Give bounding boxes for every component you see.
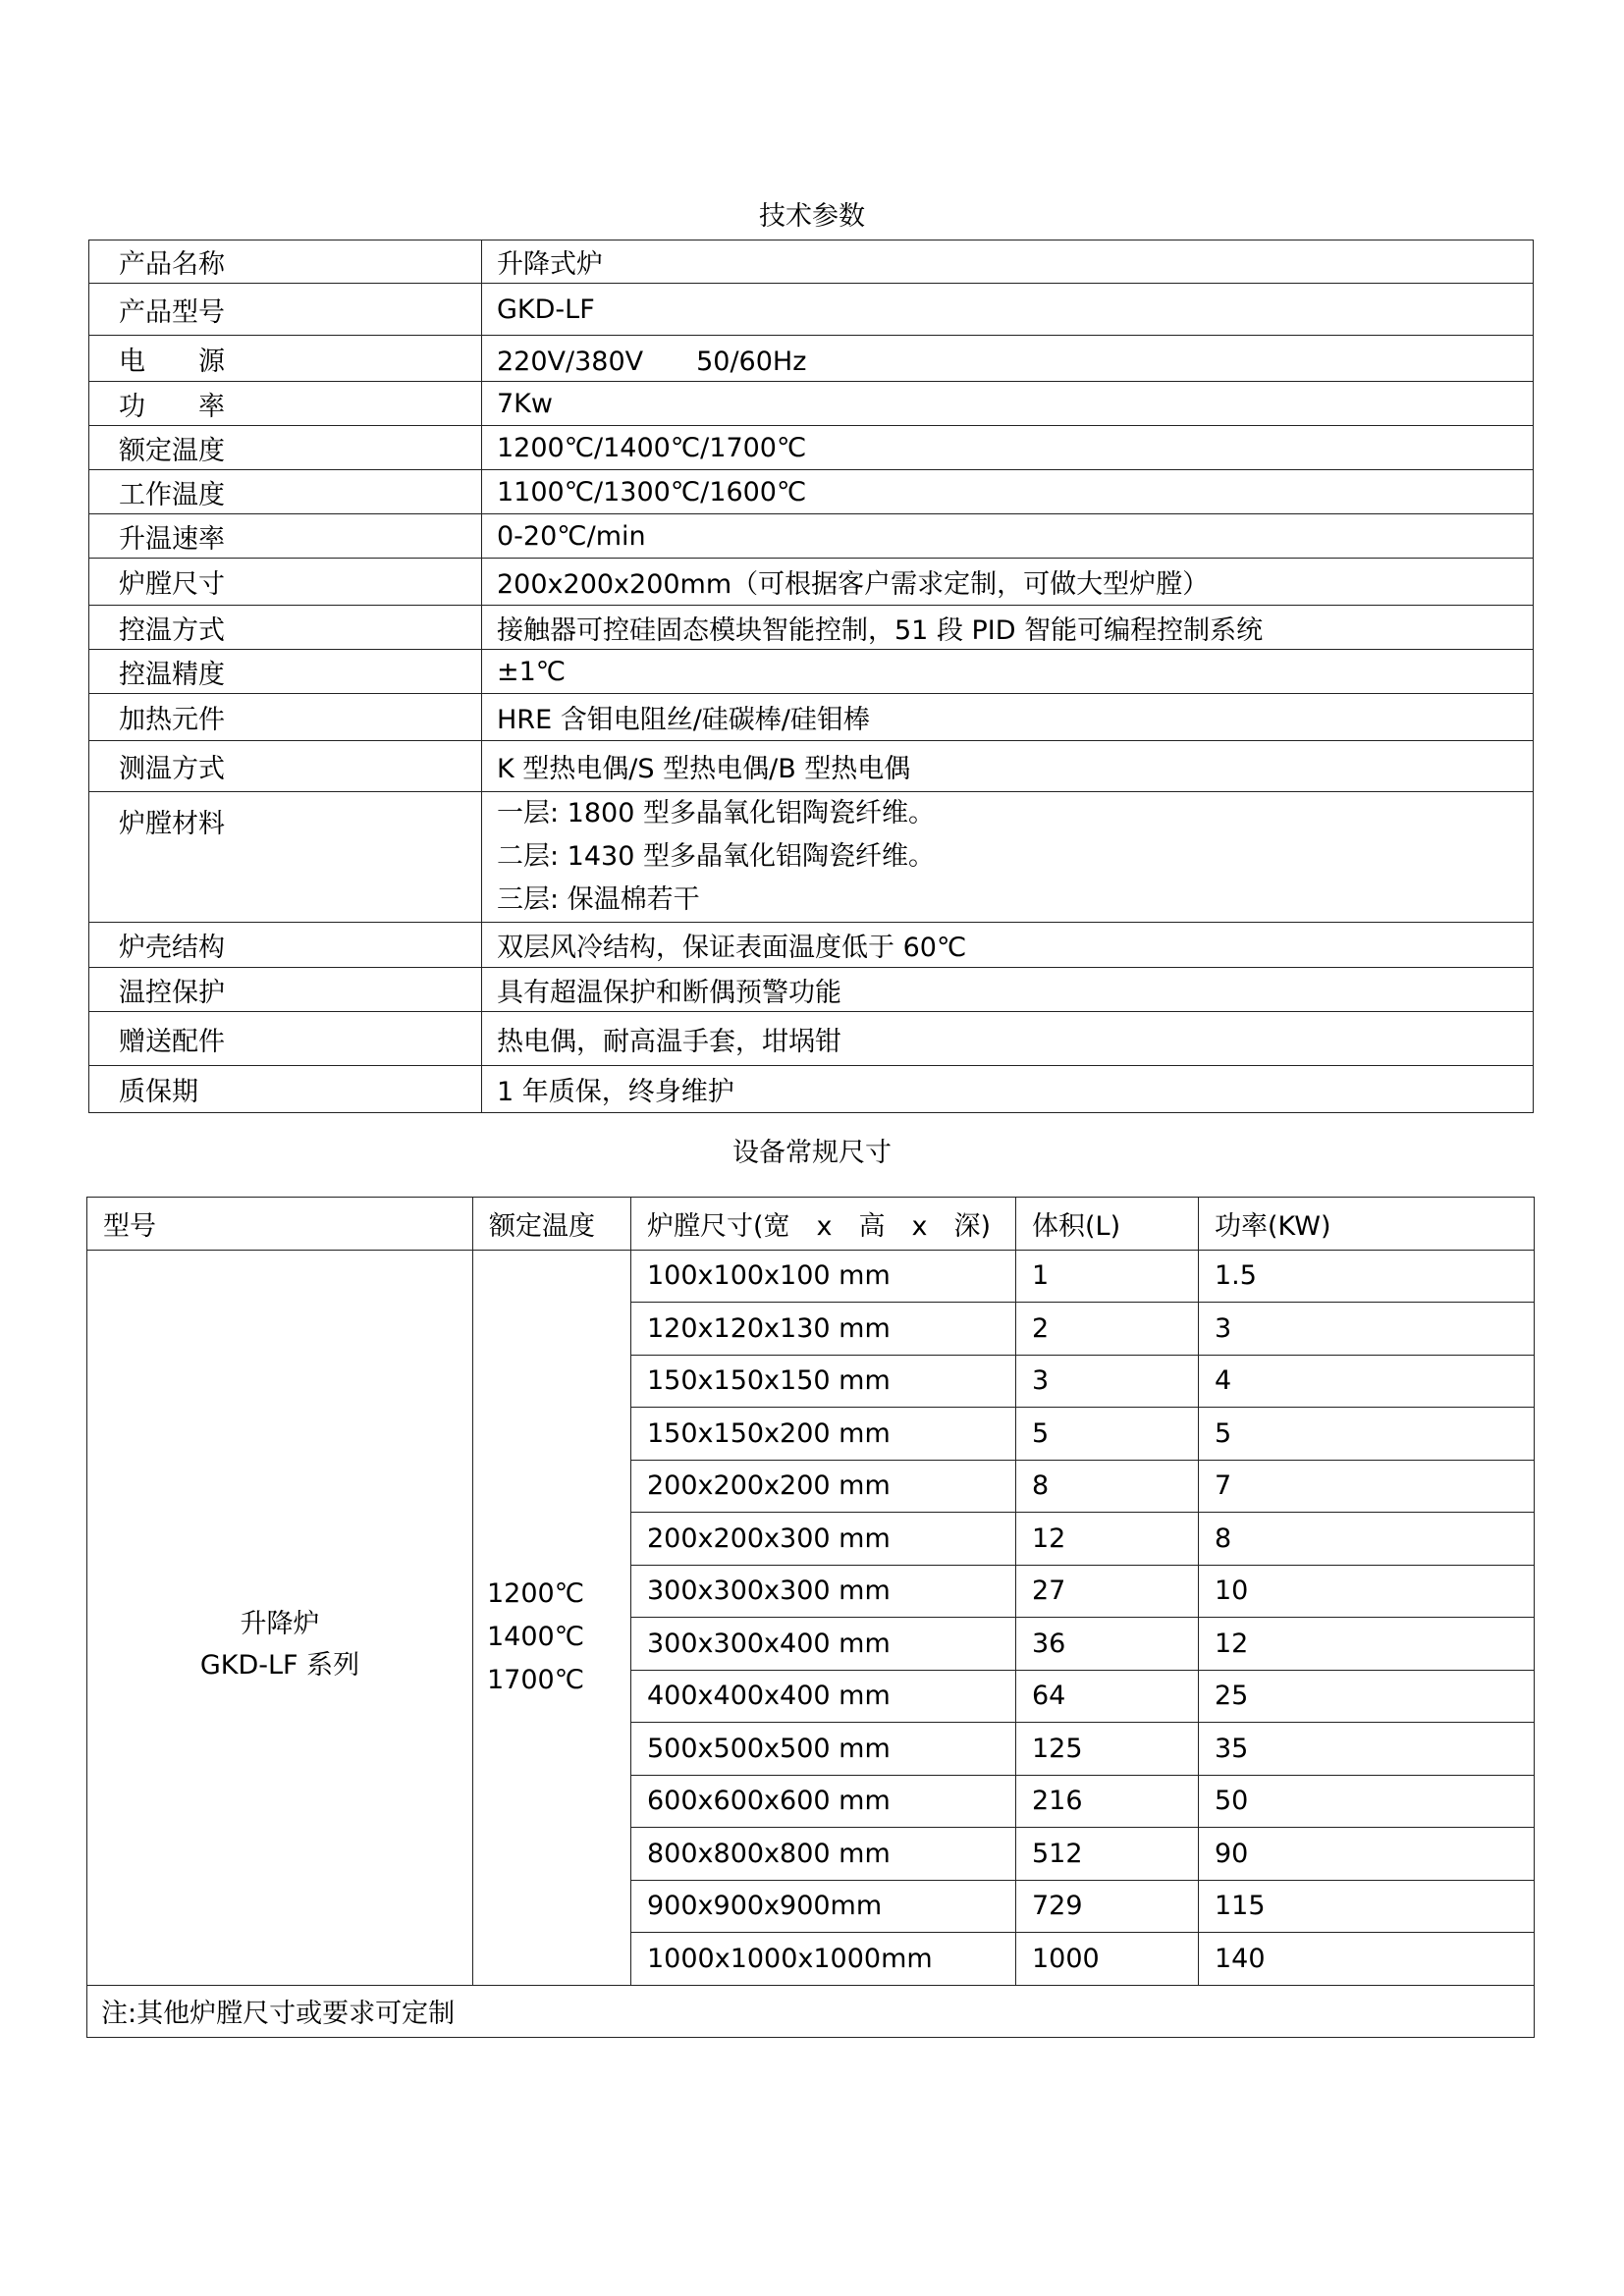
header-chamber-size: 炉膛尺寸(宽 x 高 x 深) bbox=[631, 1198, 1016, 1251]
spec-value: ±1℃ bbox=[482, 650, 1534, 694]
spec-row bbox=[89, 741, 1534, 792]
size-cell: 300x300x400 mm bbox=[631, 1618, 1016, 1671]
volume-cell: 36 bbox=[1016, 1618, 1199, 1671]
model-series: GKD-LF 系列 bbox=[199, 1649, 360, 1681]
note-cell: 注:其他炉膛尺寸或要求可定制 bbox=[87, 1985, 1535, 2038]
size-cell: 800x800x800 mm bbox=[631, 1828, 1016, 1881]
header-row bbox=[87, 1198, 1535, 1251]
power-cell: 8 bbox=[1199, 1513, 1535, 1566]
volume-cell: 125 bbox=[1016, 1723, 1199, 1776]
volume-cell: 1 bbox=[1016, 1250, 1199, 1303]
spec-label: 测温方式 bbox=[89, 741, 482, 792]
spec-label: 电 源 bbox=[89, 336, 482, 382]
power-cell: 25 bbox=[1199, 1670, 1535, 1723]
spec-row bbox=[89, 968, 1534, 1012]
spec-value: K 型热电偶/S 型热电偶/B 型热电偶 bbox=[482, 741, 1534, 792]
spec-value: GKD-LF bbox=[482, 284, 1534, 336]
spec-row bbox=[89, 923, 1534, 968]
header-model: 型号 bbox=[87, 1198, 473, 1251]
power-cell: 140 bbox=[1199, 1933, 1535, 1986]
volume-cell: 2 bbox=[1016, 1303, 1199, 1356]
spec-label: 炉膛尺寸 bbox=[89, 559, 482, 606]
spec-row bbox=[89, 382, 1534, 426]
size-cell: 400x400x400 mm bbox=[631, 1670, 1016, 1723]
spec-label: 赠送配件 bbox=[89, 1012, 482, 1066]
rated-temp: 1700℃ bbox=[487, 1664, 585, 1695]
rated-temp: 1200℃ bbox=[487, 1577, 585, 1609]
table-row bbox=[87, 1250, 1535, 1303]
spec-value: 0-20℃/min bbox=[482, 514, 1534, 559]
spec-label: 炉壳结构 bbox=[89, 923, 482, 968]
spec-row bbox=[89, 559, 1534, 606]
spec-value: 双层风冷结构，保证表面温度低于 60℃ bbox=[482, 923, 1534, 968]
spec-value-line: 二层: 1430 型多晶氧化铝陶瓷纤维。 bbox=[497, 841, 935, 872]
size-cell: 300x300x300 mm bbox=[631, 1565, 1016, 1618]
size-cell: 150x150x150 mm bbox=[631, 1355, 1016, 1408]
spec-value: 升降式炉 bbox=[482, 240, 1534, 284]
spec-value: 220V/380V 50/60Hz bbox=[482, 336, 1534, 382]
spec-label: 额定温度 bbox=[89, 426, 482, 470]
spec-row bbox=[89, 694, 1534, 741]
spec-label: 质保期 bbox=[89, 1066, 482, 1113]
power-cell: 1.5 bbox=[1199, 1250, 1535, 1303]
size-cell: 100x100x100 mm bbox=[631, 1250, 1016, 1303]
power-cell: 4 bbox=[1199, 1355, 1535, 1408]
volume-cell: 27 bbox=[1016, 1565, 1199, 1618]
spec-row bbox=[89, 426, 1534, 470]
dimensions-table-title: 设备常规尺寸 bbox=[732, 1138, 892, 1168]
volume-cell: 3 bbox=[1016, 1355, 1199, 1408]
spec-label: 炉膛材料 bbox=[89, 792, 482, 923]
size-cell: 600x600x600 mm bbox=[631, 1775, 1016, 1828]
size-cell: 900x900x900mm bbox=[631, 1880, 1016, 1933]
volume-cell: 12 bbox=[1016, 1513, 1199, 1566]
power-cell: 5 bbox=[1199, 1408, 1535, 1461]
spec-row bbox=[89, 1012, 1534, 1066]
model-cell bbox=[87, 1250, 473, 1985]
spec-value: 具有超温保护和断偶预警功能 bbox=[482, 968, 1534, 1012]
power-cell: 10 bbox=[1199, 1565, 1535, 1618]
spec-value: 7Kw bbox=[482, 382, 1534, 426]
dimensions-table bbox=[86, 1197, 1535, 2038]
volume-cell: 8 bbox=[1016, 1460, 1199, 1513]
spec-row bbox=[89, 792, 1534, 923]
power-cell: 7 bbox=[1199, 1460, 1535, 1513]
spec-value: 1200℃/1400℃/1700℃ bbox=[482, 426, 1534, 470]
size-cell: 1000x1000x1000mm bbox=[631, 1933, 1016, 1986]
spec-label: 控温精度 bbox=[89, 650, 482, 694]
header-volume: 体积(L) bbox=[1016, 1198, 1199, 1251]
spec-row bbox=[89, 240, 1534, 284]
spec-label: 功 率 bbox=[89, 382, 482, 426]
size-cell: 500x500x500 mm bbox=[631, 1723, 1016, 1776]
spec-value-line: 三层: 保温棉若干 bbox=[497, 884, 700, 915]
spec-label: 温控保护 bbox=[89, 968, 482, 1012]
volume-cell: 1000 bbox=[1016, 1933, 1199, 1986]
spec-label: 加热元件 bbox=[89, 694, 482, 741]
rated-temp-cell bbox=[473, 1250, 631, 1985]
spec-row bbox=[89, 650, 1534, 694]
spec-row bbox=[89, 1066, 1534, 1113]
spec-value: 接触器可控硅固态模块智能控制，51 段 PID 智能可编程控制系统 bbox=[482, 606, 1534, 650]
size-cell: 120x120x130 mm bbox=[631, 1303, 1016, 1356]
spec-row bbox=[89, 470, 1534, 514]
spec-value: 200x200x200mm（可根据客户需求定制，可做大型炉膛） bbox=[482, 559, 1534, 606]
power-cell: 35 bbox=[1199, 1723, 1535, 1776]
power-cell: 115 bbox=[1199, 1880, 1535, 1933]
spec-value: 1 年质保，终身维护 bbox=[482, 1066, 1534, 1113]
volume-cell: 5 bbox=[1016, 1408, 1199, 1461]
size-cell: 150x150x200 mm bbox=[631, 1408, 1016, 1461]
header-power: 功率(KW) bbox=[1199, 1198, 1535, 1251]
spec-value: 热电偶，耐高温手套，坩埚钳 bbox=[482, 1012, 1534, 1066]
spec-value: HRE 含钼电阻丝/硅碳棒/硅钼棒 bbox=[482, 694, 1534, 741]
header-rated-temp: 额定温度 bbox=[473, 1198, 631, 1251]
size-cell: 200x200x200 mm bbox=[631, 1460, 1016, 1513]
volume-cell: 729 bbox=[1016, 1880, 1199, 1933]
spec-row bbox=[89, 284, 1534, 336]
spec-label: 产品名称 bbox=[89, 240, 482, 284]
volume-cell: 216 bbox=[1016, 1775, 1199, 1828]
spec-label: 产品型号 bbox=[89, 284, 482, 336]
model-name: 升降炉 bbox=[240, 1608, 320, 1639]
rated-temp: 1400℃ bbox=[487, 1621, 585, 1652]
power-cell: 3 bbox=[1199, 1303, 1535, 1356]
power-cell: 90 bbox=[1199, 1828, 1535, 1881]
note-row bbox=[87, 1985, 1535, 2038]
volume-cell: 512 bbox=[1016, 1828, 1199, 1881]
power-cell: 50 bbox=[1199, 1775, 1535, 1828]
spec-label: 升温速率 bbox=[89, 514, 482, 559]
spec-value: 1100℃/1300℃/1600℃ bbox=[482, 470, 1534, 514]
size-cell: 200x200x300 mm bbox=[631, 1513, 1016, 1566]
spec-table bbox=[88, 240, 1534, 1113]
spec-row bbox=[89, 514, 1534, 559]
spec-row bbox=[89, 336, 1534, 382]
spec-row bbox=[89, 606, 1534, 650]
spec-table-title: 技术参数 bbox=[759, 201, 865, 232]
spec-label: 控温方式 bbox=[89, 606, 482, 650]
spec-label: 工作温度 bbox=[89, 470, 482, 514]
power-cell: 12 bbox=[1199, 1618, 1535, 1671]
spec-value-multiline bbox=[482, 792, 1534, 923]
spec-value-line: 一层: 1800 型多晶氧化铝陶瓷纤维。 bbox=[497, 798, 935, 828]
volume-cell: 64 bbox=[1016, 1670, 1199, 1723]
